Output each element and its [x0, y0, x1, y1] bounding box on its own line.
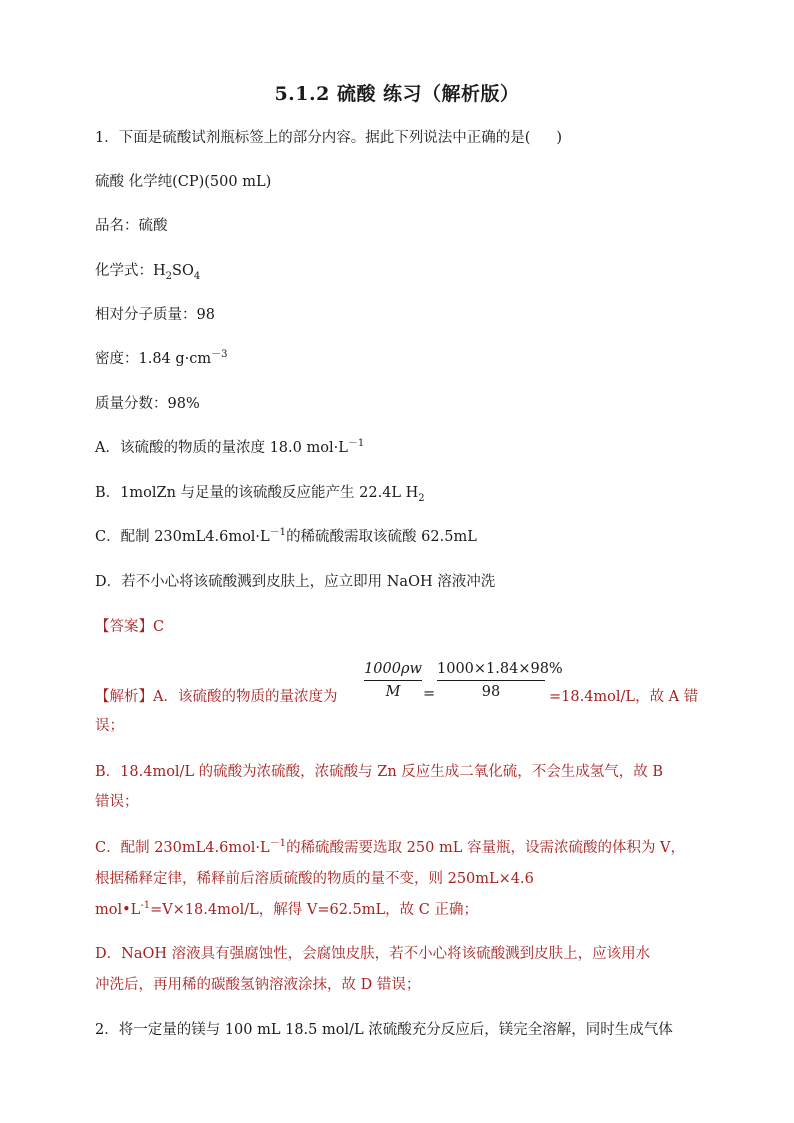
- question-1-stem-text: 1．下面是硫酸试剂瓶标签上的部分内容。据此下列说法中正确的是(: [95, 130, 531, 146]
- label-line-product: 硫酸 化学纯(CP)(500 mL): [95, 174, 272, 190]
- question-2-stem: 2．将一定量的镁与 100 mL 18.5 mol/L 浓硫酸充分反应后，镁完全溶解，同时生成气体: [95, 1022, 673, 1038]
- option-a-exponent: －1: [347, 438, 365, 450]
- analysis-c-line-3-exponent: -1: [140, 900, 151, 912]
- analysis-c-exponent: －1: [269, 838, 287, 850]
- label-line-formula: [95, 260, 200, 282]
- label-line-name: 品名：硫酸: [95, 218, 168, 234]
- analysis-c-line-3-prefix: mol•L: [95, 902, 141, 918]
- density-exponent: －3: [211, 349, 228, 361]
- analysis-a-suffix: =18.4mol/L，故 A 错: [549, 689, 699, 705]
- equals-sign: =: [423, 686, 436, 702]
- option-a-text: A．该硫酸的物质的量浓度 18.0 mol·L: [95, 440, 348, 456]
- label-line-density: [95, 348, 228, 370]
- option-c-exponent: －1: [269, 527, 287, 539]
- label-line-mass: 相对分子质量：98: [95, 307, 215, 323]
- formula-mid: SO: [172, 263, 194, 279]
- option-c: [95, 526, 477, 548]
- formula-subscript-1: 2: [165, 270, 173, 282]
- fraction-concentration-values: [437, 660, 563, 701]
- question-1-stem: [95, 127, 562, 149]
- option-c-prefix: C．配制 230mL4.6mol·L: [95, 529, 270, 545]
- fraction-2-denominator: 98: [481, 684, 501, 700]
- question-1-stem-end: ): [556, 130, 563, 146]
- label-line-fraction: 质量分数：98%: [95, 396, 200, 412]
- fraction-1-numerator: 1000ρw: [364, 661, 422, 677]
- analysis-c-line-1: [95, 837, 685, 859]
- answer-value: C: [153, 619, 165, 635]
- fraction-2-bar: [437, 680, 545, 681]
- analysis-tag: 【解析】: [95, 689, 153, 705]
- analysis-b-line-2: 错误；: [95, 794, 139, 810]
- fraction-1-denominator: M: [385, 684, 401, 700]
- fraction-1-bar: [364, 680, 422, 681]
- fraction-concentration-formula: [364, 660, 422, 701]
- density-text: 密度：1.84 g·cm: [95, 351, 212, 367]
- option-a: [95, 437, 364, 459]
- analysis-c-line-3: [95, 899, 478, 921]
- analysis-c-line-3-suffix: =V×18.4mol/L，解得 V=62.5mL，故 C 正确；: [150, 902, 478, 918]
- formula-subscript-2: 4: [193, 270, 201, 282]
- analysis-c-prefix: C．配制 230mL4.6mol·L: [95, 840, 270, 856]
- analysis-b-line-1: B．18.4mol/L 的硫酸为浓硫酸，浓硫酸与 Zn 反应生成二氧化硫，不会生成氢气，故 B: [95, 764, 664, 780]
- analysis-a-continued: 误；: [95, 718, 124, 734]
- analysis-d-line-1: D．NaOH 溶液具有强腐蚀性，会腐蚀皮肤，若不小心将该硫酸溅到皮肤上，应该用水: [95, 946, 651, 962]
- analysis-d-line-2: 冲洗后，再用稀的碳酸氢钠溶液涂抹，故 D 错误；: [95, 977, 421, 993]
- option-d: D．若不小心将该硫酸溅到皮肤上，应立即用 NaOH 溶液冲洗: [95, 574, 496, 590]
- option-b-subscript: 2: [418, 492, 425, 504]
- page-title: 5.1.2 硫酸 练习（解析版）: [274, 83, 520, 105]
- option-b-text: B．1molZn 与足量的该硫酸反应能产生 22.4L H: [95, 485, 419, 501]
- analysis-c-line-2: 根据稀释定律，稀释前后溶质硫酸的物质的量不变，则 250mL×4.6: [95, 871, 534, 887]
- fraction-2-numerator: 1000×1.84×98%: [437, 661, 563, 677]
- answer-line: [95, 616, 164, 638]
- option-b: [95, 482, 425, 504]
- answer-tag: 【答案】: [95, 619, 153, 635]
- formula-prefix: 化学式：H: [95, 263, 166, 279]
- analysis-a-line: [95, 686, 337, 708]
- analysis-c-suffix: 的稀硫酸需要选取 250 mL 容量瓶，设需浓硫酸的体积为 V，: [286, 840, 686, 856]
- option-c-suffix: 的稀硫酸需取该硫酸 62.5mL: [286, 529, 477, 545]
- analysis-a-prefix: A．该硫酸的物质的量浓度为: [153, 689, 338, 705]
